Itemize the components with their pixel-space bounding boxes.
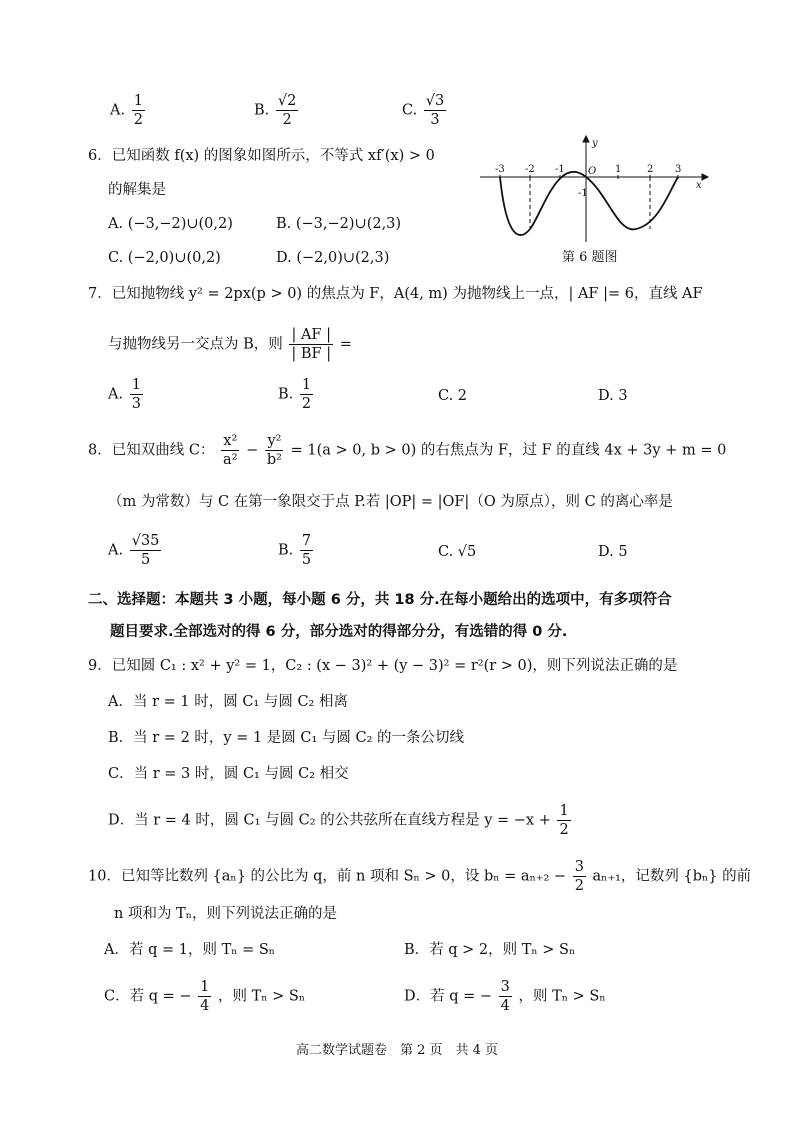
option-label: B. (278, 542, 294, 559)
numerator: √35 (131, 533, 160, 549)
y-axis-label: y (592, 138, 598, 149)
x-axis-arrow (702, 174, 708, 180)
q9-option-d (108, 802, 573, 839)
stem-text: 8．已知双曲线 C： (88, 442, 215, 459)
stem-text: = 1(a > 0, b > 0) 的右焦点为 F，过 F 的直线 4x + 3y + m = 0 (290, 442, 727, 459)
denominator: 2 (282, 112, 292, 128)
fraction (557, 802, 570, 839)
denominator: a² (223, 452, 238, 468)
numerator: y² (267, 433, 282, 449)
tick-label: -3 (495, 164, 505, 175)
q10-stem-line1 (88, 858, 751, 895)
q6-figure-caption: 第 6 题图 (562, 250, 618, 265)
numerator: 7 (301, 533, 312, 549)
numerator: 1 (301, 377, 312, 393)
stem-text: = (339, 336, 352, 353)
numerator: 1 (133, 93, 143, 109)
stem-text: ，则 Tₙ > Sₙ (518, 988, 606, 1005)
tick-label: 2 (647, 164, 654, 175)
numerator: 1 (200, 979, 210, 995)
origin-label: O (588, 166, 597, 177)
q6-option-a: A. (−3,−2)∪(0,2) (108, 216, 233, 232)
option-label: A. (110, 102, 126, 119)
stem-text: ，则 Tₙ > Sₙ (217, 988, 306, 1005)
fraction (198, 978, 211, 1015)
q8-option-b (278, 532, 315, 569)
q8-stem-line2: （m 为常数）与 C 在第一象限交于点 P.若 |OP| = |OF|（O 为原点），则 C 的离心率是 (108, 494, 673, 510)
fraction (276, 92, 298, 129)
denominator: 4 (500, 998, 510, 1014)
option-label: B. (278, 386, 294, 403)
q10-option-a: A．若 q = 1，则 Tₙ = Sₙ (104, 942, 276, 958)
tick-label: 3 (675, 164, 682, 175)
function-curve (500, 172, 678, 235)
denominator: 5 (140, 552, 151, 568)
q7-stem-line2 (108, 326, 352, 363)
numerator: x² (223, 433, 238, 449)
q5-option-a (110, 92, 147, 129)
fraction (573, 858, 586, 895)
fraction (132, 92, 145, 129)
section2-heading-line2: 题目要求.全部选对的得 6 分，部分选对的得部分分，有选错的得 0 分. (110, 624, 568, 640)
q6-option-b: B. (−3,−2)∪(2,3) (276, 216, 402, 232)
denominator: 4 (200, 998, 210, 1014)
denominator: | BF | (291, 346, 332, 362)
denominator: 3 (430, 112, 440, 128)
numerator: √3 (425, 93, 445, 109)
numerator: | AF | (291, 327, 331, 343)
stem-text: D．若 q = − (404, 988, 493, 1005)
stem-text: D．当 r = 4 时，圆 C₁ 与圆 C₂ 的公共弦所在直线方程是 y = −x + (108, 812, 551, 829)
q5-option-b (254, 92, 300, 129)
q6-option-c: C. (−2,0)∪(0,2) (108, 250, 221, 266)
denominator: 2 (301, 396, 312, 412)
q5-option-c (402, 92, 448, 129)
option-label: B. (254, 102, 270, 119)
option-label: A. (108, 542, 124, 559)
stem-text: − (246, 442, 259, 459)
fraction (424, 92, 446, 129)
y-tick-label: -1 (578, 188, 588, 199)
numerator: 3 (500, 979, 510, 995)
numerator: 1 (131, 377, 141, 393)
q6-stem-line2: 的解集是 (108, 182, 166, 198)
fraction (300, 532, 313, 569)
denominator: 2 (133, 112, 143, 128)
page-footer: 高二数学试题卷 第 2 页 共 4 页 (295, 1043, 499, 1058)
q7-option-a (108, 376, 145, 413)
denominator: 2 (574, 878, 584, 894)
q9-stem: 9．已知圆 C₁ : x² + y² = 1，C₂ : (x − 3)² + (y − 3)² = r²(r > 0)，则下列说法正确的是 (88, 658, 678, 674)
q8-stem-line1 (88, 432, 726, 469)
q7-option-b (278, 376, 315, 413)
denominator: b² (266, 452, 282, 468)
denominator: 5 (301, 552, 312, 568)
stem-text: C．若 q = − (104, 988, 192, 1005)
q7-option-d: D. 3 (598, 388, 628, 404)
numerator: 3 (574, 859, 584, 875)
fraction (499, 978, 512, 1015)
denominator: 2 (559, 822, 569, 838)
y-axis-arrow (583, 136, 589, 142)
stem-text: 与抛物线另一交点为 B，则 (108, 336, 283, 353)
q9-option-a: A．当 r = 1 时，圆 C₁ 与圆 C₂ 相离 (108, 694, 348, 710)
q6-function-graph (478, 134, 710, 246)
tick-label: -1 (555, 164, 565, 175)
q8-option-c: C. √5 (438, 544, 477, 560)
fraction (289, 326, 333, 363)
numerator: 1 (559, 803, 569, 819)
q10-option-c (104, 978, 305, 1015)
numerator: √2 (277, 93, 297, 109)
fraction (300, 376, 313, 413)
fraction (130, 376, 143, 413)
section2-heading-line1: 二、选择题：本题共 3 小题，每小题 6 分，共 18 分.在每小题给出的选项中，有多项符合 (88, 592, 672, 608)
tick-label: -2 (525, 164, 535, 175)
q10-stem-line2: n 项和为 Tₙ，则下列说法正确的是 (114, 906, 338, 922)
q10-option-d (404, 978, 606, 1015)
fraction (221, 432, 239, 469)
option-label: A. (108, 386, 124, 403)
tick-label: 1 (615, 164, 622, 175)
q10-option-b: B．若 q > 2，则 Tₙ > Sₙ (404, 942, 576, 958)
denominator: 3 (131, 396, 141, 412)
stem-text: aₙ₊₁，记数列 {bₙ} 的前 (592, 868, 752, 885)
x-axis-label: x (696, 180, 702, 191)
q9-option-c: C．当 r = 3 时，圆 C₁ 与圆 C₂ 相交 (108, 766, 349, 782)
q9-option-b: B．当 r = 2 时，y = 1 是圆 C₁ 与圆 C₂ 的一条公切线 (108, 730, 465, 746)
q8-option-a (108, 532, 163, 569)
q7-stem-line1: 7．已知抛物线 y² = 2px(p > 0) 的焦点为 F，A(4, m) 为抛物线上一点，| AF |= 6，直线 AF (88, 286, 703, 302)
option-label: C. (402, 102, 418, 119)
q6-stem-line1: 6．已知函数 f(x) 的图象如图所示，不等式 xf′(x) > 0 (88, 148, 435, 164)
fraction (265, 432, 284, 469)
stem-text: 10．已知等比数列 {aₙ} 的公比为 q，前 n 项和 Sₙ > 0，设 bₙ = aₙ₊₂ − (88, 868, 567, 885)
q8-option-d: D. 5 (598, 544, 628, 560)
q7-option-c: C. 2 (438, 388, 468, 404)
q6-option-d: D. (−2,0)∪(2,3) (276, 250, 390, 266)
fraction (130, 532, 162, 569)
